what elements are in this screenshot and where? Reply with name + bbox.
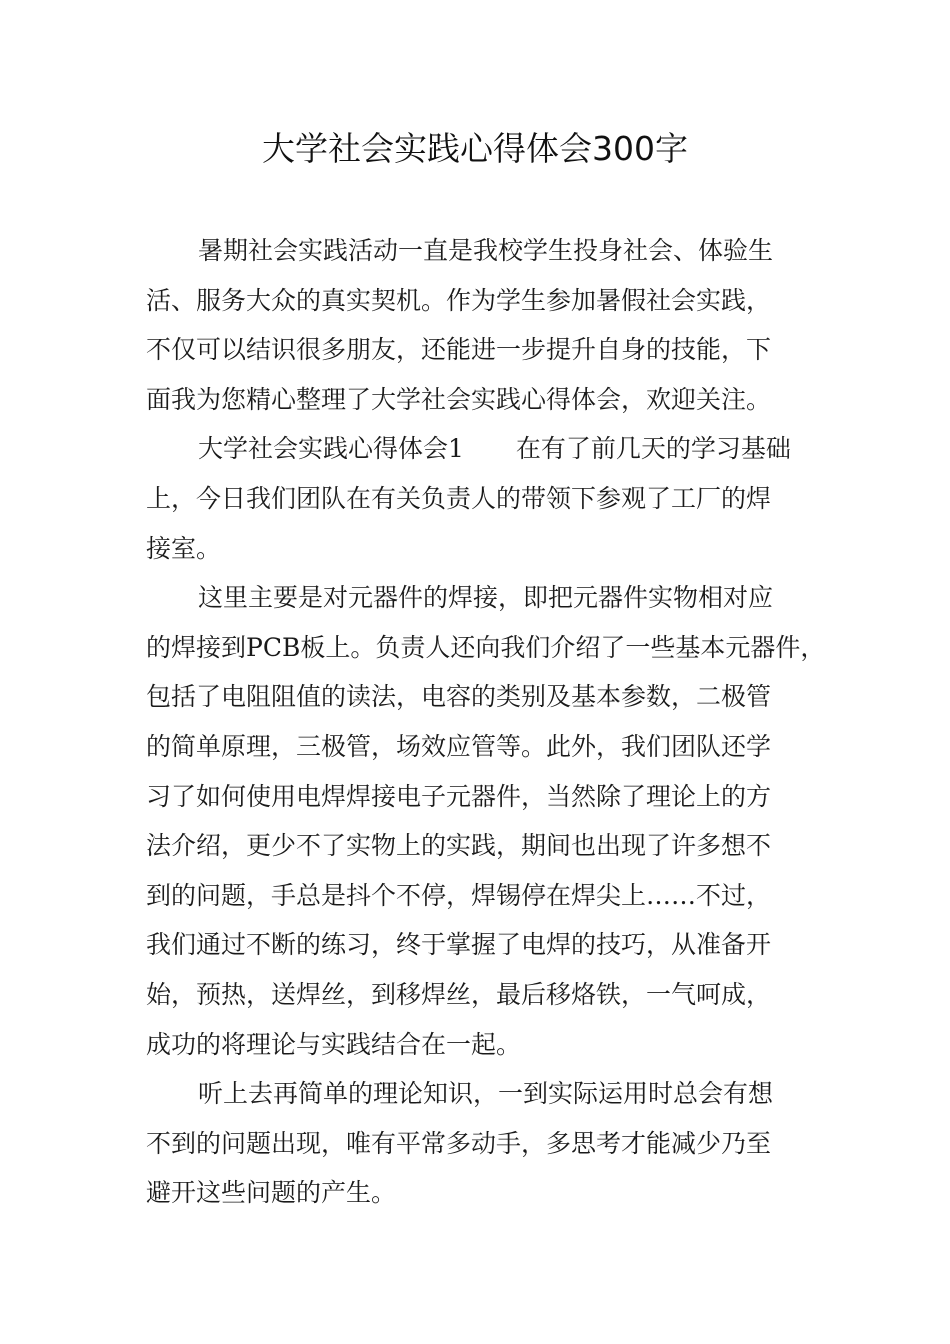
paragraph-line: 不到的问题出现，唯有平常多动手，多思考才能减少乃至	[146, 1128, 772, 1158]
paragraph-line: 这里主要是对元器件的焊接，即把元器件实物相对应	[198, 583, 774, 613]
paragraph-line: 上，今日我们团队在有关负责人的带领下参观了工厂的焊	[146, 483, 772, 513]
paragraph-line: 不仅可以结识很多朋友，还能进一步提升自身的技能，下	[146, 335, 772, 365]
section-heading: 大学社会实践心得体会1	[198, 434, 464, 464]
paragraph-line: 我们通过不断的练习，终于掌握了电焊的技巧，从准备开	[146, 930, 772, 960]
paragraph-intro	[146, 226, 822, 424]
paragraph-line: 始，预热，送焊丝，到移焊丝，最后移烙铁，一气呵成，	[146, 979, 772, 1009]
paragraph-line: 活、服务大众的真实契机。作为学生参加暑假社会实践，	[146, 285, 772, 315]
paragraph-line-with-heading	[146, 424, 822, 474]
paragraph-line: 法介绍，更少不了实物上的实践，期间也出现了许多想不	[146, 831, 772, 861]
paragraph-line: 接室。	[146, 533, 222, 563]
paragraph-line: 的简单原理，三极管，场效应管等。此外，我们团队还学	[146, 731, 772, 761]
paragraph-soldering	[146, 573, 826, 1069]
paragraph-line: 避开这些问题的产生。	[146, 1178, 397, 1208]
paragraph-line: 包括了电阻阻值的读法，电容的类别及基本参数，二极管	[146, 682, 772, 712]
paragraph-line: 的焊接到PCB板上。负责人还向我们介绍了一些基本元器件，	[146, 632, 826, 662]
paragraph-line: 成功的将理论与实践结合在一起。	[146, 1029, 522, 1059]
document-title: 大学社会实践心得体会300字	[262, 129, 688, 168]
paragraph-line: 习了如何使用电焊焊接电子元器件，当然除了理论上的方	[146, 781, 772, 811]
paragraph-conclusion	[146, 1069, 822, 1218]
document-body	[146, 226, 826, 1218]
paragraph-line-text: 在有了前几天的学习基础	[515, 434, 791, 464]
paragraph-line: 面我为您精心整理了大学社会实践心得体会，欢迎关注。	[146, 384, 772, 414]
paragraph-section-1	[146, 424, 822, 573]
paragraph-line: 听上去再简单的理论知识，一到实际运用时总会有想	[198, 1079, 774, 1109]
paragraph-line: 到的问题，手总是抖个不停，焊锡停在焊尖上……不过，	[146, 880, 772, 910]
paragraph-line: 暑期社会实践活动一直是我校学生投身社会、体验生	[198, 236, 774, 265]
